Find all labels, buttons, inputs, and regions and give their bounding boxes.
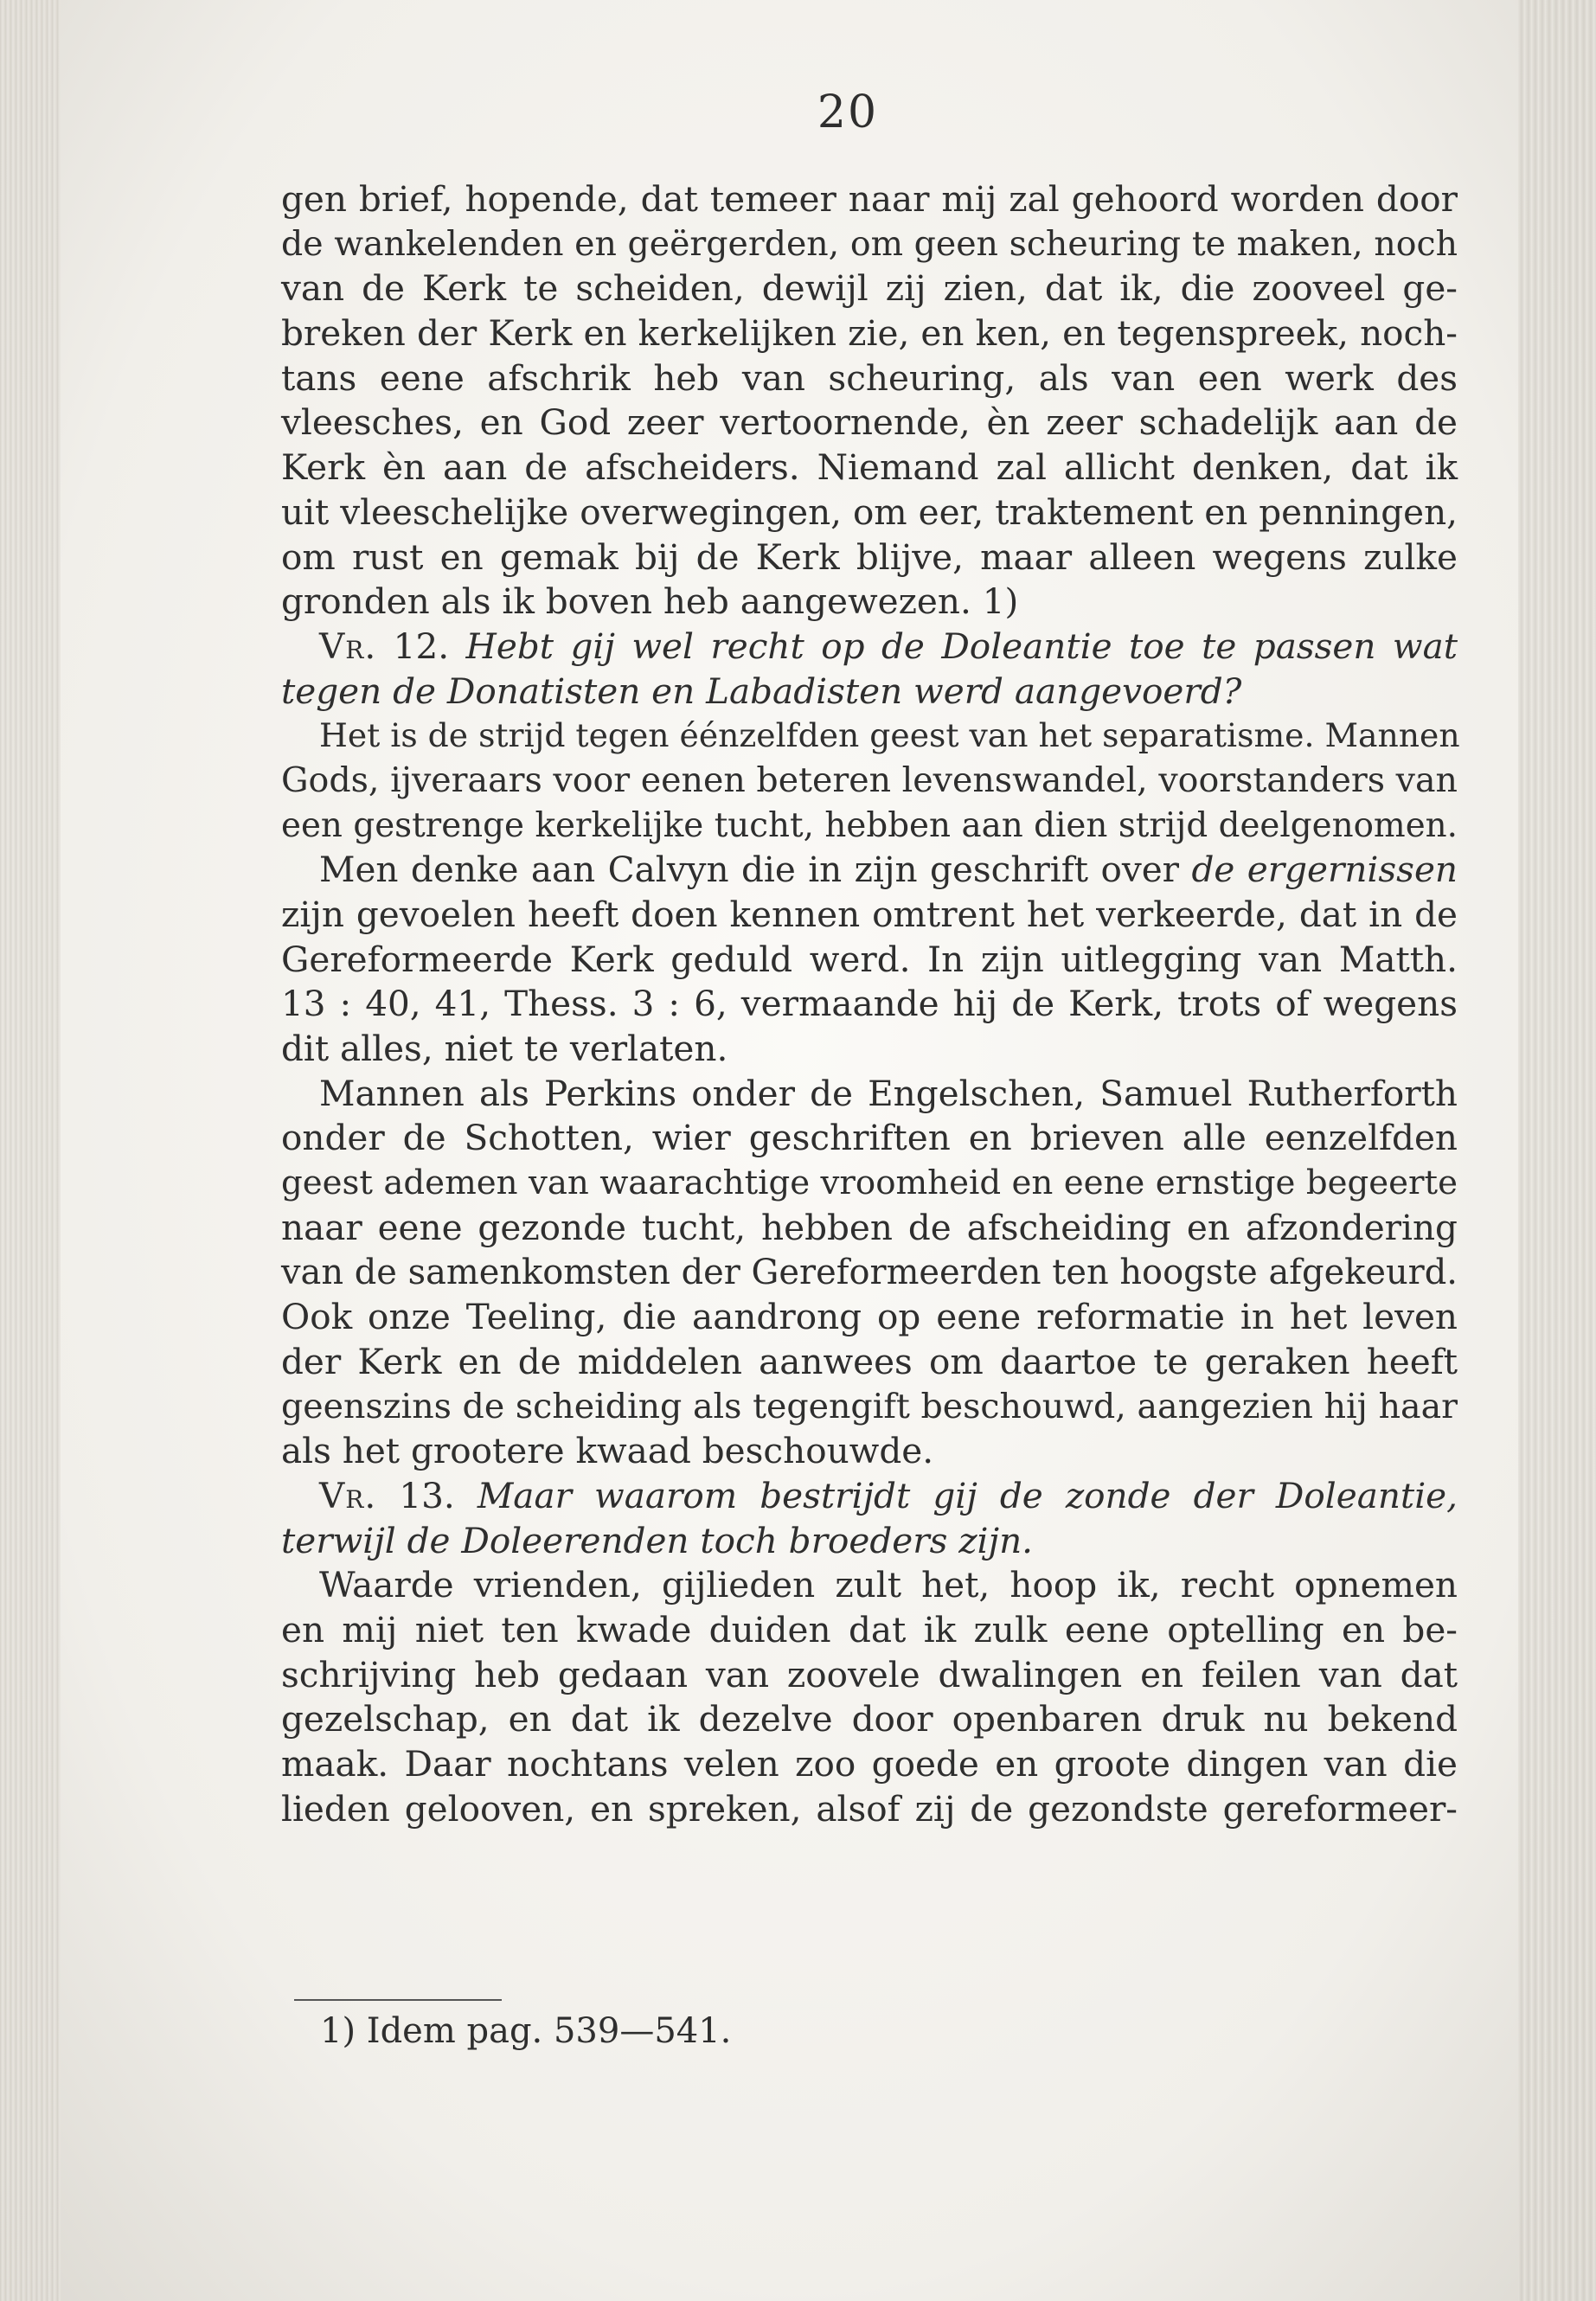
text-line: uit vleeschelijke overwegingen, om eer, traktement en penningen, [281, 490, 1458, 533]
question-text: Hebt gij wel recht op de Doleantie toe te passen wat [465, 625, 1458, 667]
page-number: 20 [817, 87, 879, 138]
text-line: gen brief, hopende, dat temeer naar mij zal gehoord worden door [281, 178, 1458, 220]
question-13-line: terwijl de Doleerenden toch broeders zijn. [281, 1519, 1034, 1561]
text-line: Mannen als Perkins onder de Engelschen, Samuel Rutherforth [319, 1072, 1458, 1114]
text-line: Kerk èn aan de afscheiders. Niemand zal allicht denken, dat ik [281, 446, 1458, 489]
question-12-line [281, 625, 1458, 670]
calvyn-line [281, 848, 1458, 893]
text-line: dit alles, niet te verlaten. [281, 1028, 728, 1070]
text-line: tans eene afschrik heb van scheuring, als van een werk des [281, 356, 1458, 399]
page-edge-right [1518, 0, 1596, 2301]
text-line: vleesches, en God zeer vertoornende, èn zeer schadelijk aan de [281, 401, 1458, 444]
text-line: maak. Daar nochtans velen zoo goede en groote dingen van die [281, 1743, 1458, 1785]
italic-title: de ergernissen [1191, 849, 1458, 891]
question-12-line: tegen de Donatisten en Labadisten werd aangevoerd? [281, 670, 1242, 712]
text-line: Het is de strijd tegen éénzelfden geest van het separatisme. Mannen [319, 716, 1460, 755]
text-line: zijn gevoelen heeft doen kennen omtrent het verkeerde, dat in de [281, 894, 1458, 935]
text-line: naar eene gezonde tucht, hebben de afscheiding en afzondering [281, 1206, 1458, 1248]
text-line: een gestrenge kerkelijke tucht, hebben aan dien strijd deelgenomen. [281, 805, 1458, 845]
footnote: 1) Idem pag. 539—541. [320, 2011, 732, 2051]
text-line: Waarde vrienden, gijlieden zult het, hoop ik, recht opnemen [319, 1564, 1458, 1606]
text-line: gezelschap, en dat ik dezelve door openbaren druk nu bekend [281, 1698, 1458, 1740]
question-label: Vr. [319, 625, 377, 667]
question-number: 12. [393, 625, 450, 667]
question-text: Maar waarom bestrijdt gij de zonde der Doleantie, [477, 1474, 1458, 1516]
text-line: van de samenkomsten der Gereformeerden ten hoogste afgekeurd. [281, 1252, 1458, 1292]
text-line: de wankelenden en geërgerden, om geen scheuring te maken, noch [281, 223, 1458, 264]
text-line: 13 : 40, 41, Thess. 3 : 6, vermaande hij de Kerk, trots of wegens [281, 983, 1458, 1025]
text-line: van de Kerk te scheiden, dewijl zij zien, dat ik, die zooveel ge- [281, 267, 1458, 310]
text-line: Gods, ijveraars voor eenen beteren levenswandel, voorstanders van [281, 760, 1458, 800]
text-fragment: Men denke aan Calvyn die in zijn geschrift over [319, 849, 1180, 891]
text-line: geest ademen van waarachtige vroomheid en eene ernstige begeerte [281, 1163, 1458, 1203]
text-line: gronden als ik boven heb aangewezen. 1) [281, 580, 1019, 623]
text-line: en mij niet ten kwade duiden dat ik zulk eene optelling en be- [281, 1609, 1458, 1650]
text-line: Gereformeerde Kerk geduld werd. In zijn uitlegging van Matth. [281, 938, 1458, 980]
text-line: als het grootere kwaad beschouwde. [281, 1430, 934, 1472]
text-line: onder de Schotten, wier geschriften en brieven alle eenzelfden [281, 1117, 1458, 1159]
text-line: lieden gelooven, en spreken, alsof zij de gezondste gereformeer- [281, 1787, 1458, 1830]
body-text [281, 177, 1458, 1831]
text-line: om rust en gemak bij de Kerk blijve, maar alleen wegens zulke [281, 535, 1458, 578]
footnote-divider [294, 1999, 502, 2001]
text-line: breken der Kerk en kerkelijken zie, en ken, en tegenspreek, noch- [281, 312, 1458, 355]
question-label: Vr. [319, 1474, 377, 1516]
text-line: schrijving heb gedaan van zoovele dwalingen en feilen van dat [281, 1653, 1458, 1695]
text-line: der Kerk en de middelen aanwees om daartoe te geraken heeft [281, 1340, 1458, 1382]
text-line: geenszins de scheiding als tegengift beschouwd, aangezien hij haar [281, 1386, 1458, 1426]
text-line: Ook onze Teeling, die aandrong op eene reformatie in het leven [281, 1296, 1458, 1338]
question-13-line [281, 1474, 1458, 1519]
question-number: 13. [399, 1474, 455, 1516]
page-edge-left [0, 0, 61, 2301]
